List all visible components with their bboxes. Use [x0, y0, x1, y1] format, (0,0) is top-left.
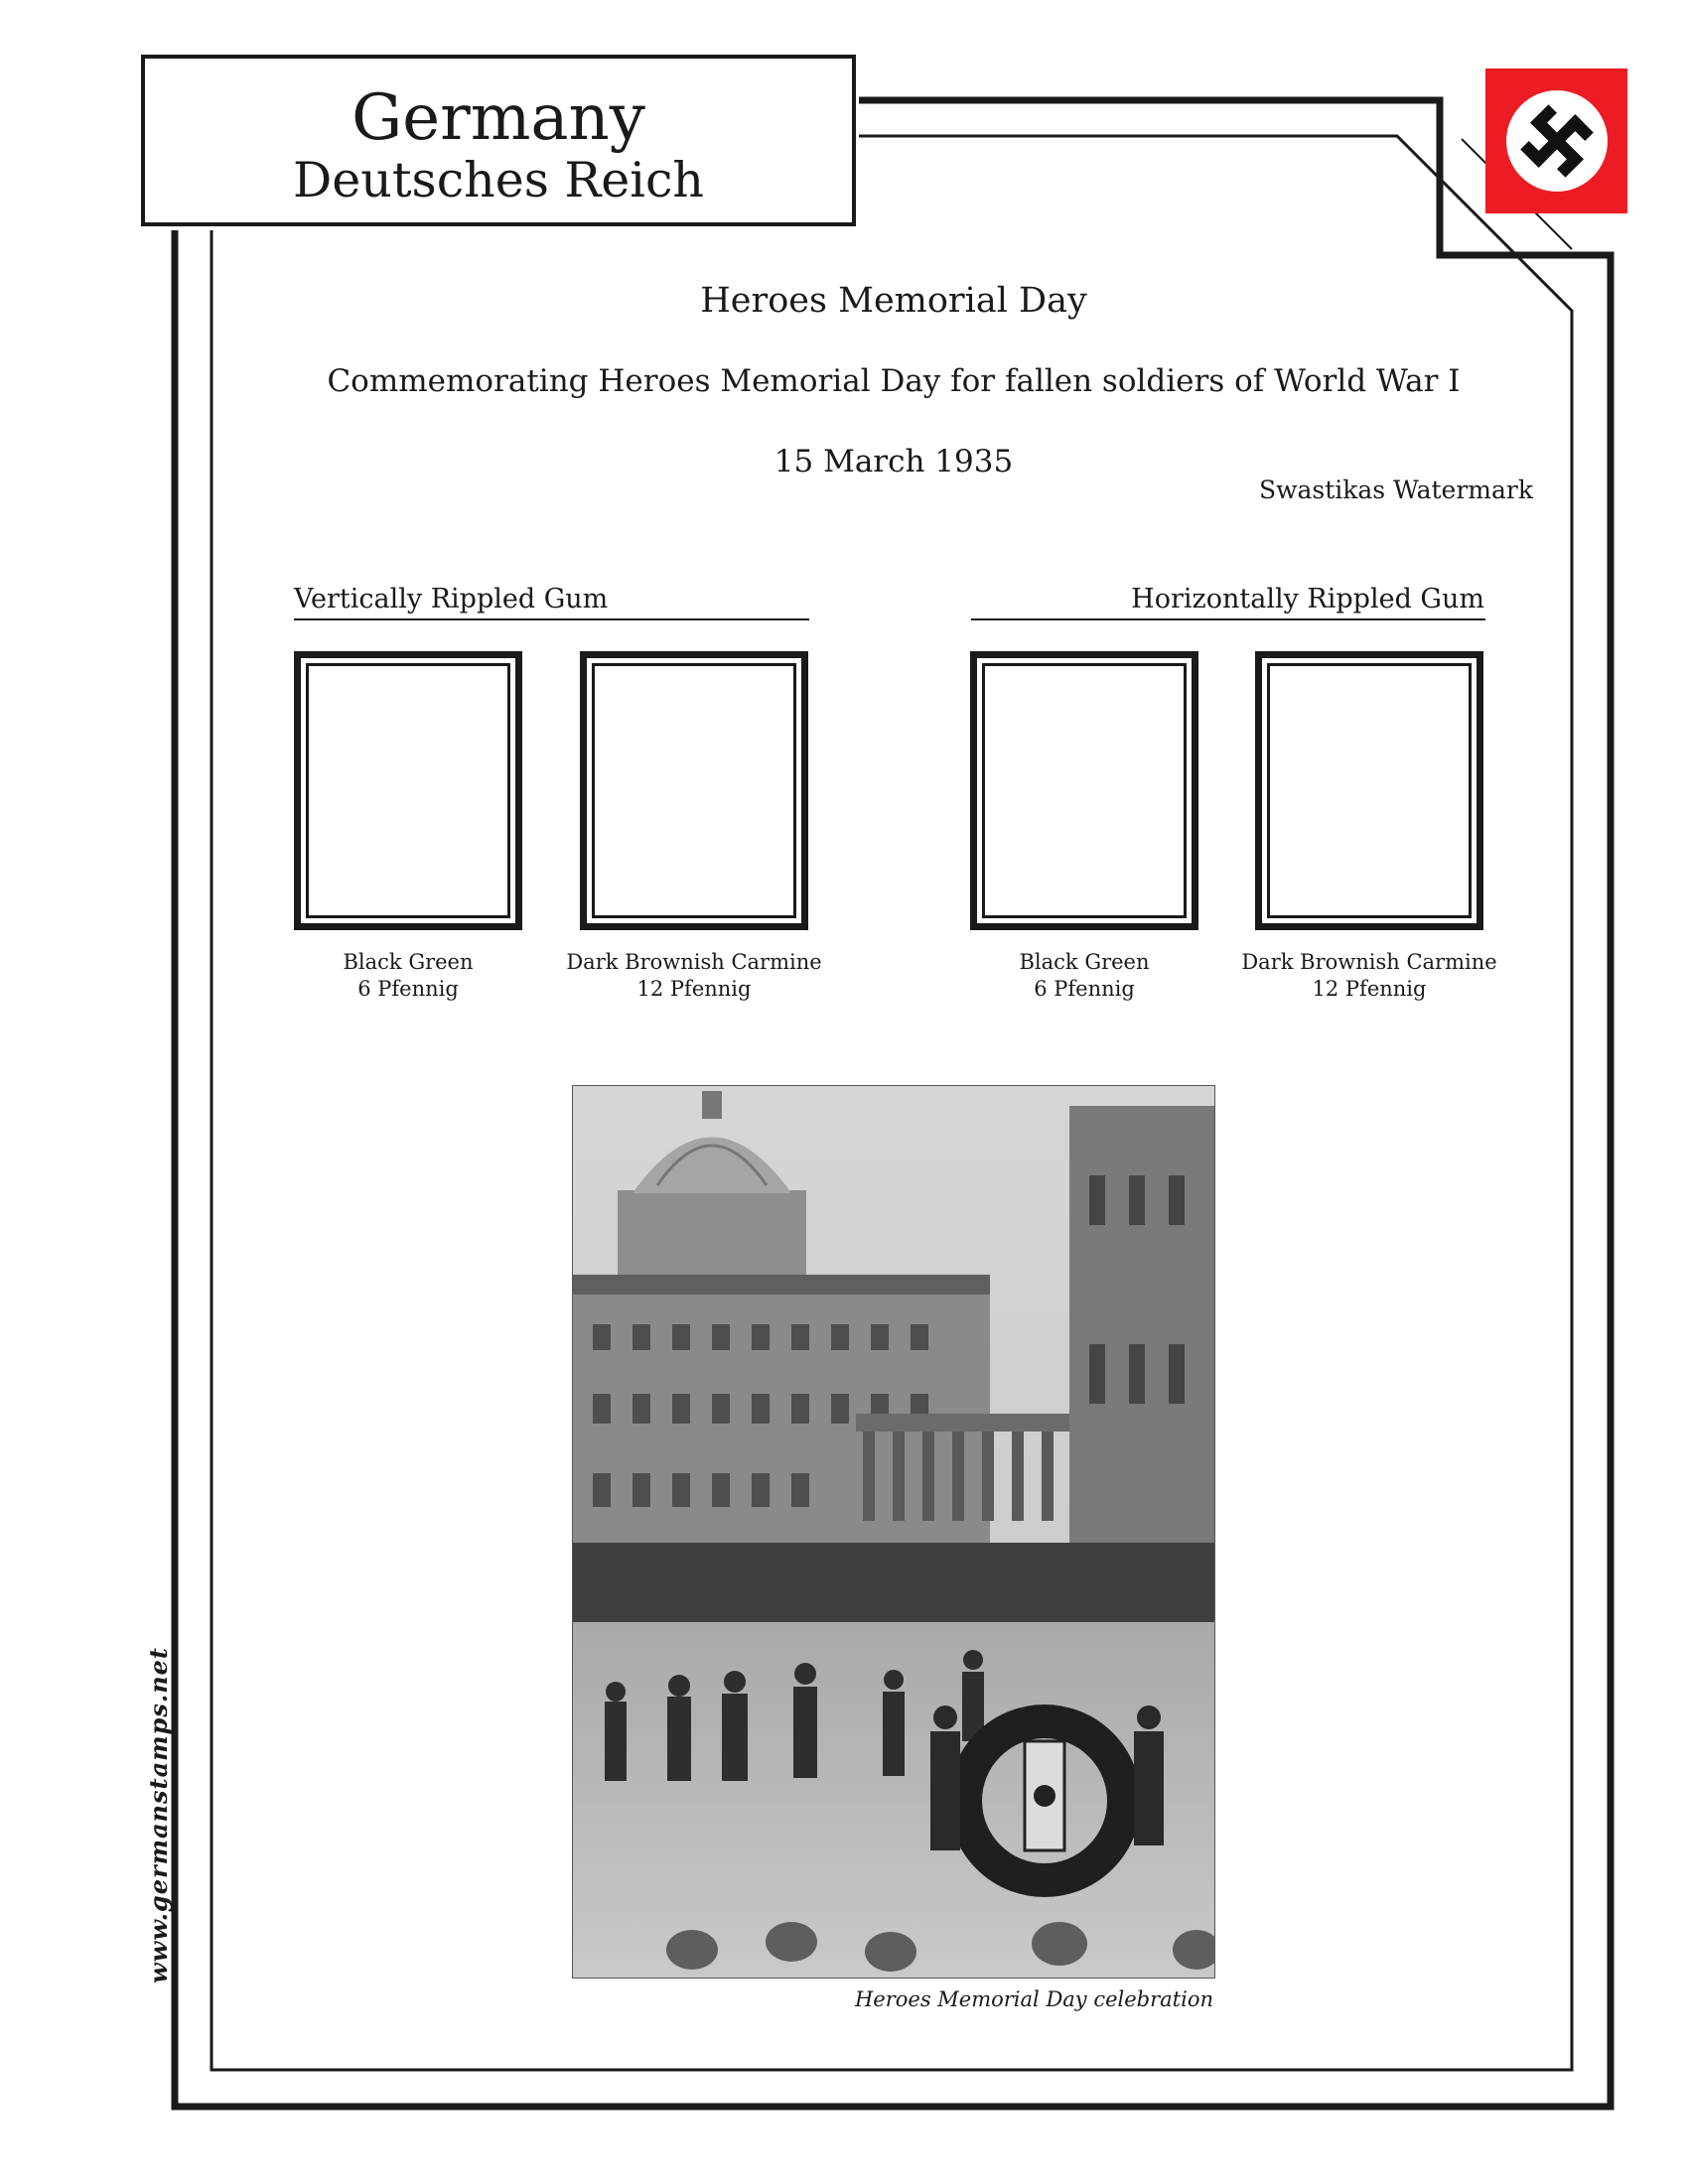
stamp-caption	[545, 949, 843, 1003]
stamp-color: Dark Brownish Carmine	[566, 950, 822, 974]
section-label-horizontal: Horizontally Rippled Gum	[1131, 584, 1484, 614]
stamp-mount-horizontal-6pf[interactable]	[970, 651, 1198, 930]
stamp-caption	[935, 949, 1233, 1003]
stamp-mount-vertical-12pf[interactable]	[580, 651, 808, 930]
stamp-caption	[259, 949, 557, 1003]
stamp-value: 6 Pfennig	[1034, 977, 1135, 1001]
website-url[interactable]: www.germanstamps.net	[144, 1646, 173, 1983]
stamp-caption	[1220, 949, 1518, 1003]
watermark-note: Swastikas Watermark	[1258, 476, 1533, 504]
issue-title: Heroes Memorial Day	[700, 281, 1087, 321]
stamp-value: 12 Pfennig	[1312, 977, 1427, 1001]
stamp-mount-vertical-6pf[interactable]	[294, 651, 522, 930]
country-subtitle: Deutsches Reich	[293, 152, 704, 208]
country-title: Germany	[352, 81, 645, 155]
historical-photo	[572, 1085, 1215, 1979]
stamp-color: Black Green	[1019, 950, 1150, 974]
section-rule-horizontal	[971, 618, 1485, 620]
issue-date: 15 March 1935	[774, 444, 1014, 479]
section-rule-vertical	[294, 618, 809, 620]
issue-description: Commemorating Heroes Memorial Day for fallen soldiers of World War I	[327, 363, 1461, 399]
photo-caption: Heroes Memorial Day celebration	[854, 1987, 1213, 2011]
stamp-mount-horizontal-12pf[interactable]	[1255, 651, 1483, 930]
stamp-color: Dark Brownish Carmine	[1241, 950, 1497, 974]
stamp-color: Black Green	[343, 950, 474, 974]
stamp-value: 6 Pfennig	[357, 977, 459, 1001]
stamp-value: 12 Pfennig	[636, 977, 752, 1001]
flag-icon	[1485, 68, 1627, 213]
title-box	[141, 55, 856, 226]
section-label-vertical: Vertically Rippled Gum	[294, 584, 609, 614]
